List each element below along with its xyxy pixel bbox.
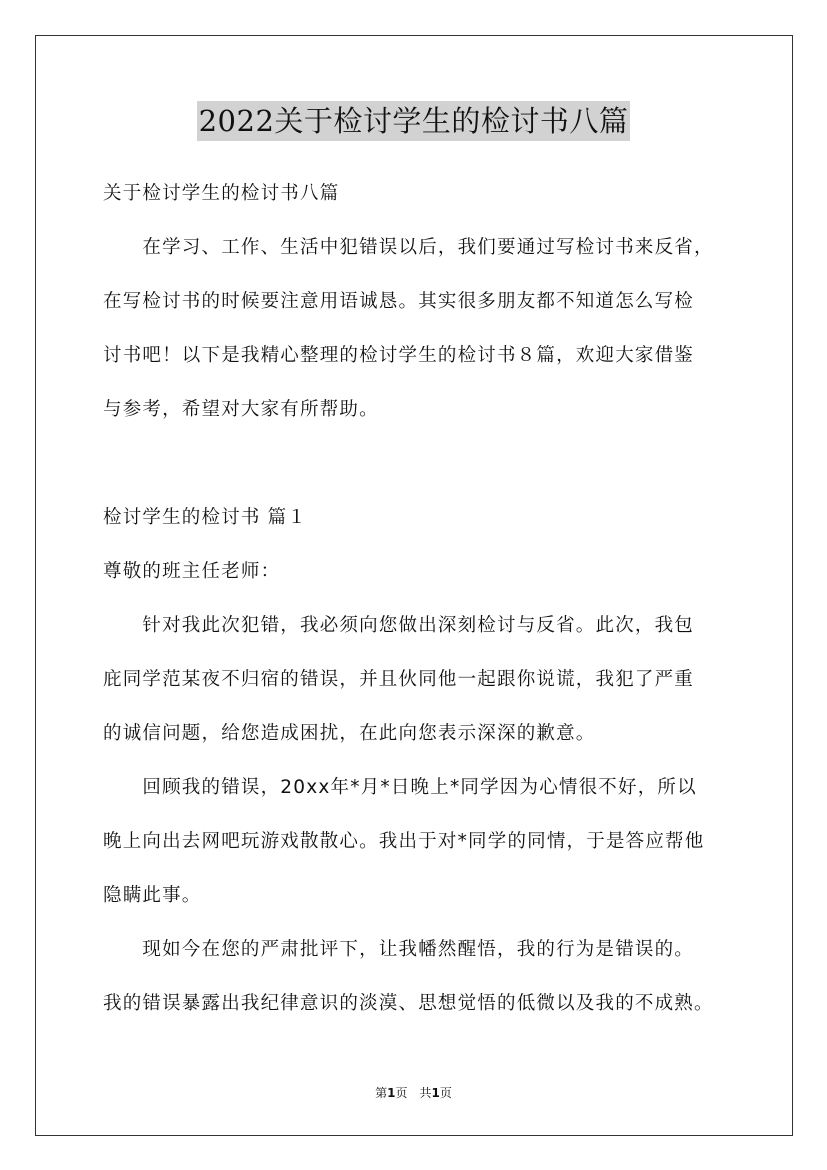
intro-line: 与参考，希望对大家有所帮助。 [103,399,379,420]
body-line: 针对我此次犯错，我必须向您做出深刻检讨与反省。此次，我包 [103,615,695,636]
body-line: 晚上向出去网吧玩游戏散散心。我出于对*同学的同情，于是答应帮他 [103,831,705,852]
footer-total-pages: 1 [431,1086,440,1100]
body-line: 现如今在您的严肃批评下，让我幡然醒悟，我的行为是错误的。 [103,939,695,960]
intro-line: 在学习、工作、生活中犯错误以后，我们要通过写检讨书来反省， [103,237,714,258]
body-line: 隐瞒此事。 [103,885,202,906]
footer-page-prefix: 第 [375,1086,388,1100]
intro-line: 在写检讨书的时候要注意用语诚恳。其实很多朋友都不知道怎么写检 [103,291,695,312]
body-line: 回顾我的错误，20xx年*月*日晚上*同学因为心情很不好，所以 [103,777,697,798]
body-line: 庇同学范某夜不归宿的错误，并且伙同他一起跟你说谎，我犯了严重 [103,669,695,690]
body-line: 我的错误暴露出我纪律意识的淡漠、思想觉悟的低微以及我的不成熟。 [103,993,714,1014]
footer-page-number: 1 [387,1086,396,1100]
salutation: 尊敬的班主任老师： [103,561,281,582]
body-line: 的诚信问题，给您造成困扰，在此向您表示深深的歉意。 [103,723,596,744]
footer-page-mid: 页 共 [395,1086,432,1100]
section-heading: 检讨学生的检讨书 篇１ [103,507,308,528]
footer-page-suffix: 页 [439,1086,452,1100]
intro-line: 讨书吧！以下是我精心整理的检讨学生的检讨书８篇，欢迎大家借鉴 [103,345,695,366]
title-container [0,101,827,141]
page-footer [0,1084,827,1101]
document-title: 2022关于检讨学生的检讨书八篇 [197,101,631,141]
document-subtitle: 关于检讨学生的检讨书八篇 [103,183,340,204]
